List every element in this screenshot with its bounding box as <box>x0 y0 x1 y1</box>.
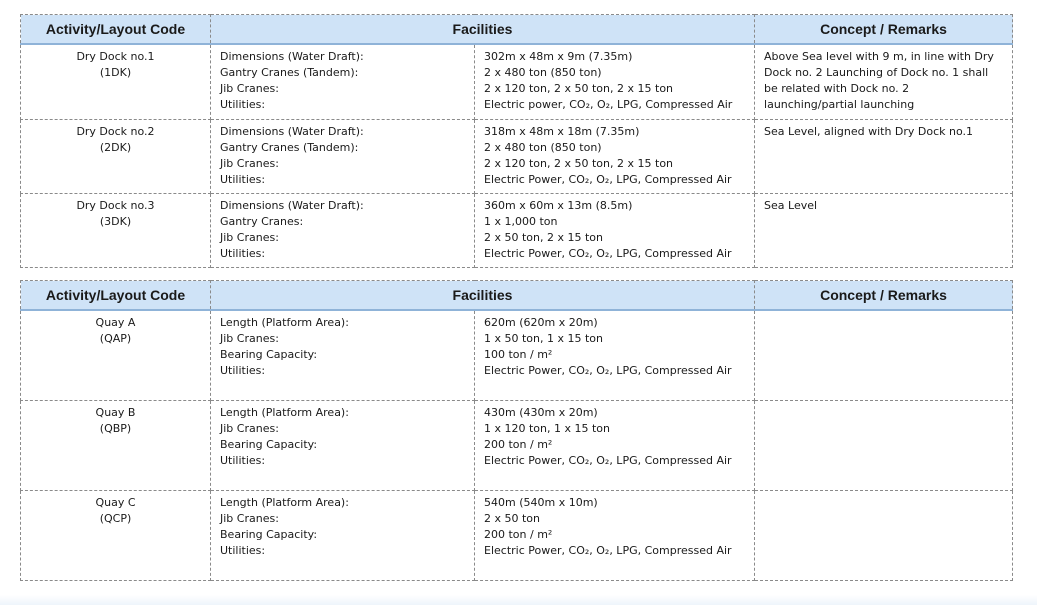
layout-code: (2DK) <box>99 141 132 154</box>
facility-label: Bearing Capacity: <box>220 438 318 451</box>
facility-values-cell <box>475 491 755 581</box>
facility-values-cell <box>475 194 755 268</box>
facility-value: 1 x 120 ton, 1 x 15 ton <box>484 422 611 435</box>
facility-label: Gantry Cranes: <box>220 215 304 228</box>
facility-labels-cell <box>211 310 475 401</box>
facility-value: Electric Power, CO₂, O₂, LPG, Compressed Air <box>484 544 732 557</box>
facility-label: Jib Cranes: <box>220 231 279 244</box>
page-bottom-edge <box>0 595 1037 605</box>
facility-value: 100 ton / m² <box>484 348 553 361</box>
facility-value: 1 x 50 ton, 1 x 15 ton <box>484 332 604 345</box>
facility-name: Quay C <box>95 496 136 509</box>
remarks-cell <box>755 310 1013 401</box>
facility-name: Dry Dock no.1 <box>76 50 155 63</box>
layout-code: (3DK) <box>99 215 132 228</box>
activity-code-cell <box>21 44 211 120</box>
facility-label: Length (Platform Area): <box>220 406 349 419</box>
facility-name: Dry Dock no.3 <box>76 199 155 212</box>
facility-name: Quay A <box>95 316 136 329</box>
header-activity-code: Activity/Layout Code <box>21 15 211 45</box>
quay-table <box>20 280 1013 581</box>
facility-label: Utilities: <box>220 454 266 467</box>
facility-values-cell <box>475 44 755 120</box>
facility-values-cell <box>475 401 755 491</box>
facility-value: 2 x 120 ton, 2 x 50 ton, 2 x 15 ton <box>484 82 674 95</box>
facility-labels-cell <box>211 491 475 581</box>
facility-label: Utilities: <box>220 364 266 377</box>
facility-value: 2 x 480 ton (850 ton) <box>484 141 602 154</box>
layout-code: (QCP) <box>99 512 132 525</box>
remarks-cell: Sea Level <box>755 194 1013 268</box>
facility-value: 2 x 480 ton (850 ton) <box>484 66 602 79</box>
facility-value: 2 x 120 ton, 2 x 50 ton, 2 x 15 ton <box>484 157 674 170</box>
facility-label: Bearing Capacity: <box>220 528 318 541</box>
activity-code-cell <box>21 491 211 581</box>
facility-label: Utilities: <box>220 544 266 557</box>
facility-value: 318m x 48m x 18m (7.35m) <box>484 125 640 138</box>
facility-labels-cell <box>211 44 475 120</box>
facility-value: 430m (430m x 20m) <box>484 406 598 419</box>
facility-label: Bearing Capacity: <box>220 348 318 361</box>
header-activity-code: Activity/Layout Code <box>21 281 211 311</box>
activity-code-cell <box>21 120 211 194</box>
header-remarks: Concept / Remarks <box>755 15 1013 45</box>
facility-value: 620m (620m x 20m) <box>484 316 598 329</box>
facility-label: Dimensions (Water Draft): <box>220 125 364 138</box>
table-row <box>21 401 1013 491</box>
facility-labels-cell <box>211 194 475 268</box>
facility-value: 540m (540m x 10m) <box>484 496 598 509</box>
layout-code: (QBP) <box>99 422 132 435</box>
facility-value: 2 x 50 ton <box>484 512 541 525</box>
table-header-row <box>21 281 1013 311</box>
table-row <box>21 194 1013 268</box>
facility-label: Jib Cranes: <box>220 512 279 525</box>
facility-label: Length (Platform Area): <box>220 496 349 509</box>
activity-code-cell <box>21 310 211 401</box>
facility-label: Jib Cranes: <box>220 332 279 345</box>
facility-label: Gantry Cranes (Tandem): <box>220 141 359 154</box>
facility-label: Dimensions (Water Draft): <box>220 50 364 63</box>
facility-value: Electric Power, CO₂, O₂, LPG, Compressed Air <box>484 247 732 260</box>
facility-values-cell <box>475 310 755 401</box>
header-remarks: Concept / Remarks <box>755 281 1013 311</box>
facility-label: Jib Cranes: <box>220 82 279 95</box>
activity-code-cell <box>21 401 211 491</box>
facility-label: Length (Platform Area): <box>220 316 349 329</box>
remarks-cell <box>755 401 1013 491</box>
facility-label: Utilities: <box>220 98 266 111</box>
facility-label: Jib Cranes: <box>220 422 279 435</box>
table-header-row <box>21 15 1013 45</box>
facility-name: Quay B <box>95 406 136 419</box>
facility-value: 200 ton / m² <box>484 528 553 541</box>
remarks-cell <box>755 491 1013 581</box>
facility-value: Electric Power, CO₂, O₂, LPG, Compressed Air <box>484 454 732 467</box>
table-row <box>21 310 1013 401</box>
header-facilities: Facilities <box>211 15 755 45</box>
facility-label: Utilities: <box>220 173 266 186</box>
facility-value: 2 x 50 ton, 2 x 15 ton <box>484 231 604 244</box>
facility-values-cell <box>475 120 755 194</box>
remarks-cell: Above Sea level with 9 m, in line with Dry Dock no. 2 Launching of Dock no. 1 shall be related with Dock no. 2 launching/partial launching <box>755 44 1013 120</box>
table-row <box>21 491 1013 581</box>
facility-value: 1 x 1,000 ton <box>484 215 558 228</box>
facility-label: Dimensions (Water Draft): <box>220 199 364 212</box>
facility-value: 200 ton / m² <box>484 438 553 451</box>
dry-dock-table <box>20 14 1013 268</box>
facility-label: Jib Cranes: <box>220 157 279 170</box>
facility-labels-cell <box>211 401 475 491</box>
facility-value: Electric Power, CO₂, O₂, LPG, Compressed Air <box>484 364 732 377</box>
facility-label: Gantry Cranes (Tandem): <box>220 66 359 79</box>
facility-value: Electric power, CO₂, O₂, LPG, Compressed Air <box>484 98 733 111</box>
facility-value: 360m x 60m x 13m (8.5m) <box>484 199 633 212</box>
activity-code-cell <box>21 194 211 268</box>
facility-value: Electric Power, CO₂, O₂, LPG, Compressed Air <box>484 173 732 186</box>
layout-code: (1DK) <box>99 66 132 79</box>
facility-value: 302m x 48m x 9m (7.35m) <box>484 50 633 63</box>
header-facilities: Facilities <box>211 281 755 311</box>
facility-label: Utilities: <box>220 247 266 260</box>
facility-name: Dry Dock no.2 <box>76 125 155 138</box>
table-row <box>21 120 1013 194</box>
facility-labels-cell <box>211 120 475 194</box>
table-row <box>21 44 1013 120</box>
remarks-cell: Sea Level, aligned with Dry Dock no.1 <box>755 120 1013 194</box>
layout-code: (QAP) <box>99 332 132 345</box>
